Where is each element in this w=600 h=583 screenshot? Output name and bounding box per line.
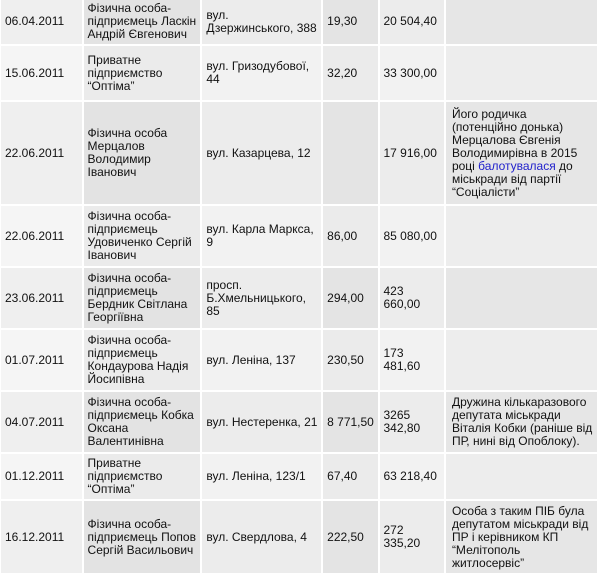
sale-date: 04.07.2011: [1, 392, 82, 452]
area-value: 32,20: [323, 46, 377, 100]
table-row: [1, 268, 597, 328]
note-text: [446, 102, 597, 204]
note-text: Дружина кількаразового депутата міськради Віталія Кобки (раніше від ПР, нині від Опоблоку).: [446, 392, 597, 452]
area-value: 230,50: [323, 330, 377, 390]
note-text: Особа з таким ПІБ була депутатом міськради від ПР і керівником КП “Мелітополь житлосервіс”: [446, 501, 597, 573]
area-value: 8 771,50: [323, 392, 377, 452]
buyer-name: Фізична особа-підприємець Попов Сергій Васильович: [84, 501, 201, 573]
property-address: вул. Свердлова, 4: [202, 501, 321, 573]
price-value: 272 335,20: [380, 501, 444, 573]
price-value: 17 916,00: [380, 102, 444, 204]
table-row: [1, 46, 597, 100]
price-value: 63 218,40: [380, 454, 444, 499]
sale-date: 16.12.2011: [1, 501, 82, 573]
property-address: вул. Леніна, 137: [202, 330, 321, 390]
area-value: 294,00: [323, 268, 377, 328]
price-value: 85 080,00: [380, 206, 444, 266]
property-address: вул. Карла Маркса, 9: [202, 206, 321, 266]
table-row: [1, 454, 597, 499]
buyer-name: Приватне підприємство “Оптіма”: [84, 454, 201, 499]
note-text-before: Його родичка (потенційно донька) Мерцалова Євгенія Володимирівна в 2015 році: [451, 106, 578, 173]
sale-date: 23.06.2011: [1, 268, 82, 328]
table-row: [1, 206, 597, 266]
note-text: [446, 46, 597, 100]
table-row: [1, 102, 597, 204]
property-address: вул. Дзержинського, 388: [202, 0, 321, 44]
area-value: 67,40: [323, 454, 377, 499]
table-row: [1, 501, 597, 573]
buyer-name: Фізична особа-підприємець Ласкін Андрій Євгенович: [84, 0, 201, 44]
sale-date: 01.07.2011: [1, 330, 82, 390]
sale-date: 22.06.2011: [1, 206, 82, 266]
area-value: 19,30: [323, 0, 377, 44]
buyer-name: Фізична особа-підприємець Бердник Світлана Георгіївна: [84, 268, 201, 328]
table-row: [1, 330, 597, 390]
area-value: 222,50: [323, 501, 377, 573]
table-row: [1, 0, 597, 44]
buyer-name: Фізична особа-підприємець Удовиченко Сергій Іванович: [84, 206, 201, 266]
buyer-name: Приватне підприємство “Оптіма”: [84, 46, 201, 100]
sale-date: 01.12.2011: [1, 454, 82, 499]
buyer-name: Фізична особа-підприємець Кобка Оксана Валентинівна: [84, 392, 201, 452]
sale-date: 22.06.2011: [1, 102, 82, 204]
note-text-after: до міськради від партії “Соціалісти”: [451, 158, 573, 199]
price-value: 33 300,00: [380, 46, 444, 100]
property-address: просп. Б.Хмельницького, 85: [202, 268, 321, 328]
note-text: [446, 206, 597, 266]
price-value: 173 481,60: [380, 330, 444, 390]
candidacy-link[interactable]: балотувалася: [478, 158, 556, 173]
note-text: [446, 0, 597, 44]
price-value: 423 660,00: [380, 268, 444, 328]
price-value: 3265 342,80: [380, 392, 444, 452]
buyer-name: Фізична особа-підприємець Кондаурова Надія Йосипівна: [84, 330, 201, 390]
area-value: 86,00: [323, 206, 377, 266]
note-text: [446, 454, 597, 499]
note-text: [446, 268, 597, 328]
area-value: [323, 102, 377, 204]
property-address: вул. Казарцева, 12: [202, 102, 321, 204]
property-address: вул. Нестеренка, 21: [202, 392, 321, 452]
property-address: вул. Леніна, 123/1: [202, 454, 321, 499]
note-text: [446, 330, 597, 390]
sale-date: 15.06.2011: [1, 46, 82, 100]
buyer-name: Фізична особа Мерцалов Володимир Іванович: [84, 102, 201, 204]
table-row: [1, 392, 597, 452]
price-value: 20 504,40: [380, 0, 444, 44]
property-address: вул. Гризодубової, 44: [202, 46, 321, 100]
sale-date: 06.04.2011: [1, 0, 82, 44]
